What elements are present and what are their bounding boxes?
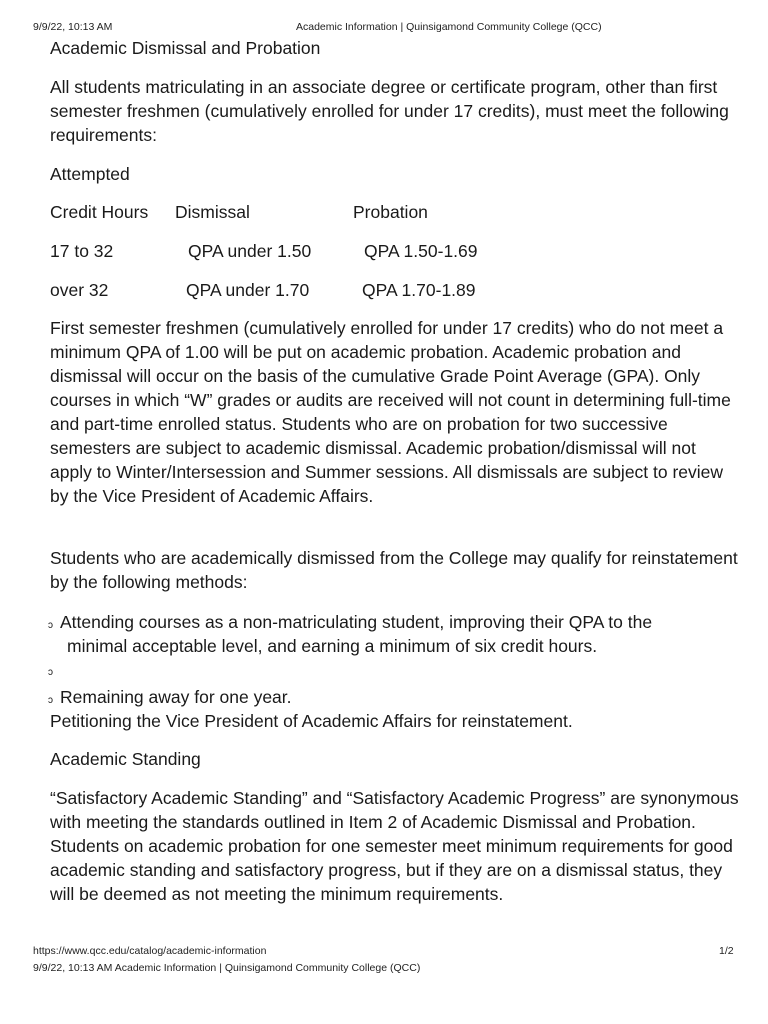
standing-paragraph: “Satisfactory Academic Standing” and “Satisfactory Academic Progress” are synonymous with meeting the standards outlined in Item 2 of Academic Dismissal and Probation. Students on academic probation for one semester meet minimum requirements for good academic standing and satisfactory progress, but if they are on a dismissal status, they will be deemed as not meeting the minimum requirements.	[50, 788, 739, 904]
reinstatement-intro: Students who are academically dismissed from the College may qualify for reinstatement by the following methods:	[50, 548, 738, 592]
table-caption: Attempted	[50, 164, 130, 184]
probation-paragraph: First semester freshmen (cumulatively enrolled for under 17 credits) who do not meet a minimum QPA of 1.00 will be put on academic probation. Academic probation and dismissal will occur on the basis of the cumulative Grade Point Average (GPA). Only courses in which “W” grades or audits are received will not count in determining full-time and part-time enrolled status. Students who are on probation for two successive semesters are subject to academic dismissal. Academic probation/dismissal will not apply to Winter/Intersession and Summer sessions. All dismissals are subject to review by the Vice President of Academic Affairs.	[50, 318, 731, 506]
table-header-dismissal: Dismissal	[175, 202, 250, 222]
list-item-text: Attending courses as a non-matriculating student, improving their QPA to the	[60, 612, 653, 632]
next-page-header: 9/9/22, 10:13 AM Academic Information | Quinsigamond Community College (QCC)	[33, 962, 421, 974]
bullet-icon: ↄ	[48, 695, 53, 706]
bullet-icon: ↄ	[48, 620, 53, 631]
section-heading-dismissal: Academic Dismissal and Probation	[50, 38, 321, 58]
print-page-title: Academic Information | Quinsigamond Community College (QCC)	[296, 21, 602, 33]
table-header-probation: Probation	[353, 202, 428, 222]
page-number: 1/2	[719, 945, 734, 957]
table-header-credit-hours: Credit Hours	[50, 202, 149, 222]
print-datetime: 9/9/22, 10:13 AM	[33, 21, 113, 33]
table-cell: QPA 1.50-1.69	[364, 241, 478, 261]
bullet-icon: ↄ	[48, 667, 53, 678]
intro-paragraph: All students matriculating in an associate degree or certificate program, other than first semester freshmen (cumulatively enrolled for under 17 credits), must meet the following requirements:	[50, 77, 729, 145]
list-item-text: Remaining away for one year.	[60, 687, 292, 707]
table-cell: QPA under 1.50	[188, 241, 312, 261]
section-heading-standing: Academic Standing	[50, 749, 201, 769]
table-cell: QPA 1.70-1.89	[362, 280, 476, 300]
table-cell: over 32	[50, 280, 109, 300]
table-cell: QPA under 1.70	[186, 280, 310, 300]
list-item-text: Petitioning the Vice President of Academic Affairs for reinstatement.	[50, 711, 573, 731]
table-cell: 17 to 32	[50, 241, 114, 261]
list-item-continuation: minimal acceptable level, and earning a minimum of six credit hours.	[67, 636, 598, 656]
list-item-empty	[48, 657, 740, 685]
print-url: https://www.qcc.edu/catalog/academic-information	[33, 945, 267, 957]
